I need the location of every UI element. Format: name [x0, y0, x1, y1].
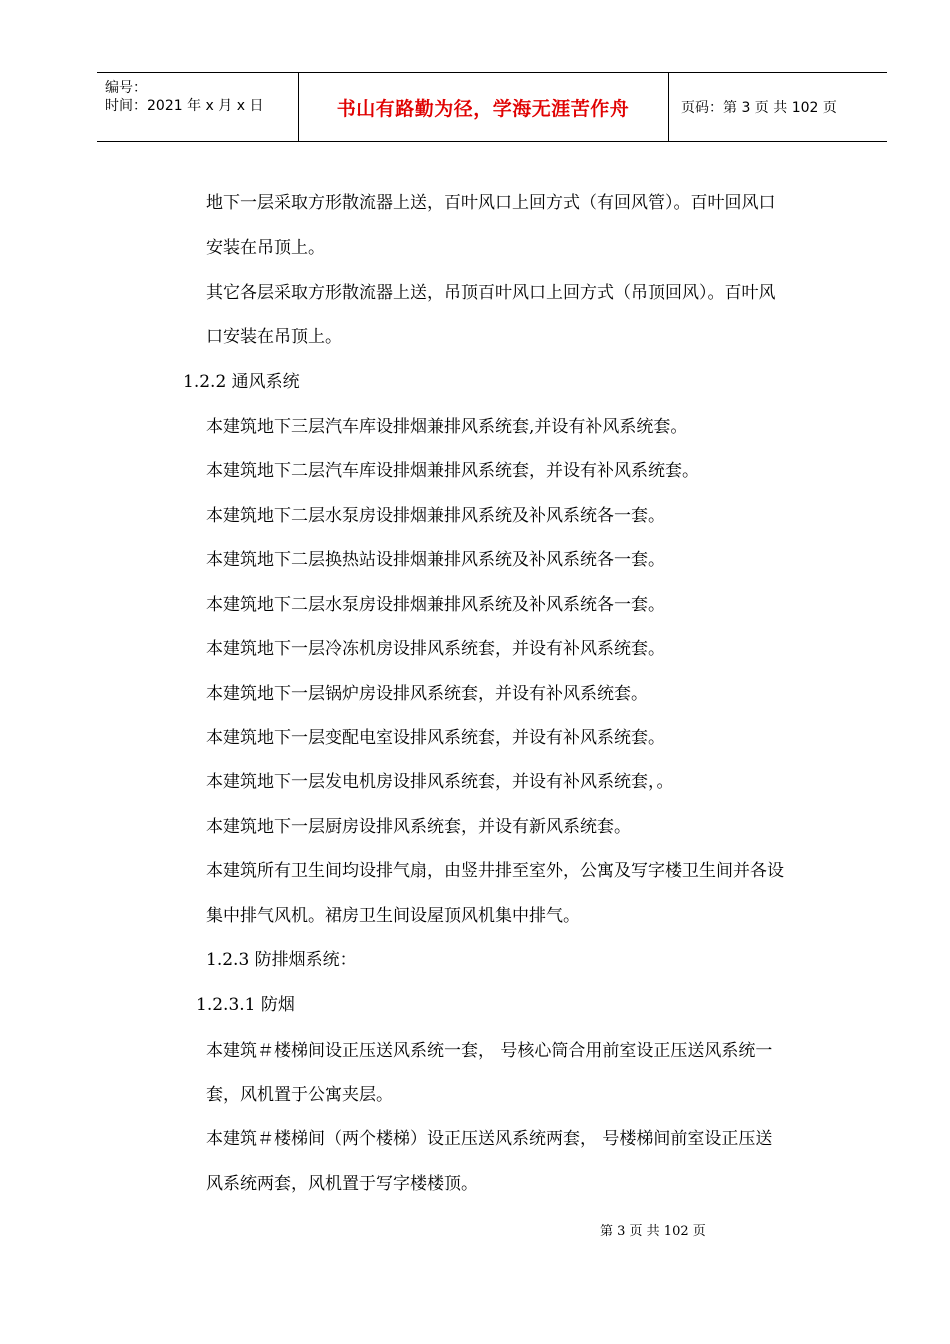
body-line: 集中排气风机。裙房卫生间设屋顶风机集中排气。 [206, 906, 580, 926]
body-line: 本建筑地下二层水泵房设排烟兼排风系统及补风系统各一套。 [206, 506, 665, 526]
section-heading: 1.2.2 通风系统 [183, 372, 300, 392]
body-line: 本建筑＃楼梯间（两个楼梯）设正压送风系统两套， 号楼梯间前室设正压送 [206, 1129, 773, 1149]
body-line: 口安装在吊顶上。 [206, 327, 342, 347]
body-line: 本建筑地下二层水泵房设排烟兼排风系统及补风系统各一套。 [206, 595, 665, 615]
body-line: 本建筑地下一层冷冻机房设排风系统套，并设有补风系统套。 [206, 639, 665, 659]
body-line: 本建筑地下一层厨房设排风系统套，并设有新风系统套。 [206, 817, 631, 837]
body-line: 本建筑地下一层锅炉房设排风系统套，并设有补风系统套。 [206, 684, 648, 704]
body-line: 本建筑＃楼梯间设正压送风系统一套， 号核心筒合用前室设正压送风系统一 [206, 1041, 773, 1061]
body-line: 其它各层采取方形散流器上送，吊顶百叶风口上回方式（吊顶回风）。百叶风 [206, 283, 776, 303]
body-line: 本建筑所有卫生间均设排气扇，由竖井排至室外，公寓及写字楼卫生间并各设 [206, 861, 784, 881]
body-line: 地下一层采取方形散流器上送，百叶风口上回方式（有回风管）。百叶回风口 [206, 193, 776, 213]
body-line: 本建筑地下一层变配电室设排风系统套，并设有补风系统套。 [206, 728, 665, 748]
section-heading: 1.2.3 防排烟系统： [206, 950, 357, 970]
section-heading: 1.2.3.1 防烟 [196, 995, 295, 1015]
body-line: 本建筑地下一层发电机房设排风系统套，并设有补风系统套，。 [206, 772, 674, 792]
header-meta [105, 79, 263, 115]
code-label: 编号： [105, 80, 147, 96]
body-line: 套，风机置于公寓夹层。 [206, 1085, 393, 1105]
time-label: 时间：2021 年 x 月 x 日 [105, 98, 264, 114]
header-page-label: 页码：第 3 页 共 102 页 [681, 100, 837, 116]
header-motto: 书山有路勤为径，学海无涯苦作舟 [336, 97, 630, 120]
body-line: 本建筑地下二层汽车库设排烟兼排风系统套，并设有补风系统套。 [206, 461, 699, 481]
body-line: 安装在吊顶上。 [206, 238, 325, 258]
header-divider [668, 73, 669, 141]
page-footer: 第 3 页 共 102 页 [600, 1224, 706, 1239]
page-header [97, 72, 887, 142]
body-line: 风系统两套，风机置于写字楼楼顶。 [206, 1174, 478, 1194]
body-line: 本建筑地下二层换热站设排烟兼排风系统及补风系统各一套。 [206, 550, 665, 570]
body-line: 本建筑地下三层汽车库设排烟兼排风系统套,并设有补风系统套。 [206, 417, 688, 437]
